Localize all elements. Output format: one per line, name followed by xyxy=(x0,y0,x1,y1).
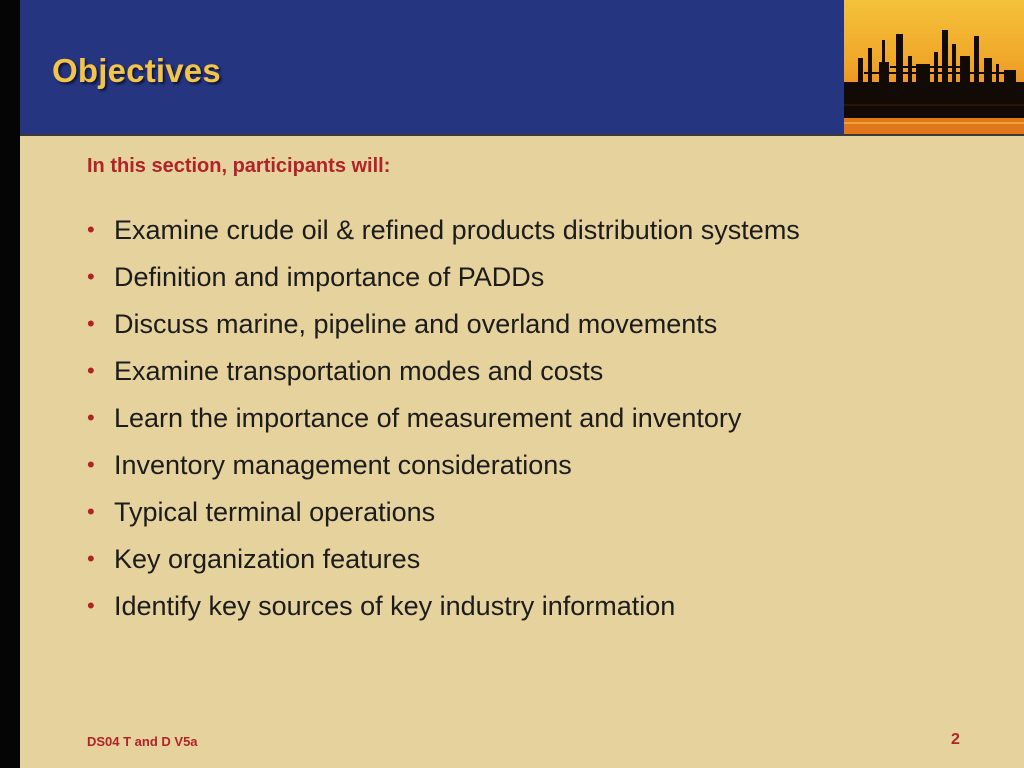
header-divider xyxy=(20,134,1024,136)
section-subtitle: In this section, participants will: xyxy=(87,155,391,177)
objective-item xyxy=(87,490,800,537)
objective-item xyxy=(87,349,800,396)
objective-text: Examine crude oil & refined products distribution systems xyxy=(114,215,800,245)
bullet-icon: • xyxy=(87,452,95,477)
objective-item xyxy=(87,255,800,302)
objectives-list xyxy=(87,208,800,631)
objective-text: Definition and importance of PADDs xyxy=(114,262,545,292)
bullet-icon: • xyxy=(87,499,95,524)
objective-item xyxy=(87,396,800,443)
objective-text: Discuss marine, pipeline and overland movements xyxy=(114,309,718,339)
objective-text: Identify key sources of key industry information xyxy=(114,591,676,621)
objective-text: Learn the importance of measurement and inventory xyxy=(114,403,742,433)
footer-course-code: DS04 T and D V5a xyxy=(87,734,198,749)
bullet-icon: • xyxy=(87,593,95,618)
bullet-icon: • xyxy=(87,311,95,336)
bullet-icon: • xyxy=(87,546,95,571)
left-accent-bar xyxy=(0,0,20,768)
objective-item xyxy=(87,584,800,631)
page-number: 2 xyxy=(951,731,960,748)
bullet-icon: • xyxy=(87,217,95,242)
objective-item xyxy=(87,443,800,490)
bullet-icon: • xyxy=(87,264,95,289)
objective-item xyxy=(87,302,800,349)
objective-item xyxy=(87,208,800,255)
objective-item xyxy=(87,537,800,584)
refinery-sunset-image xyxy=(844,0,1024,134)
objective-text: Examine transportation modes and costs xyxy=(114,356,604,386)
objective-text: Inventory management considerations xyxy=(114,450,572,480)
objective-text: Key organization features xyxy=(114,544,421,574)
objective-text: Typical terminal operations xyxy=(114,497,436,527)
slide-title: Objectives xyxy=(52,52,221,89)
bullet-icon: • xyxy=(87,405,95,430)
bullet-icon: • xyxy=(87,358,95,383)
